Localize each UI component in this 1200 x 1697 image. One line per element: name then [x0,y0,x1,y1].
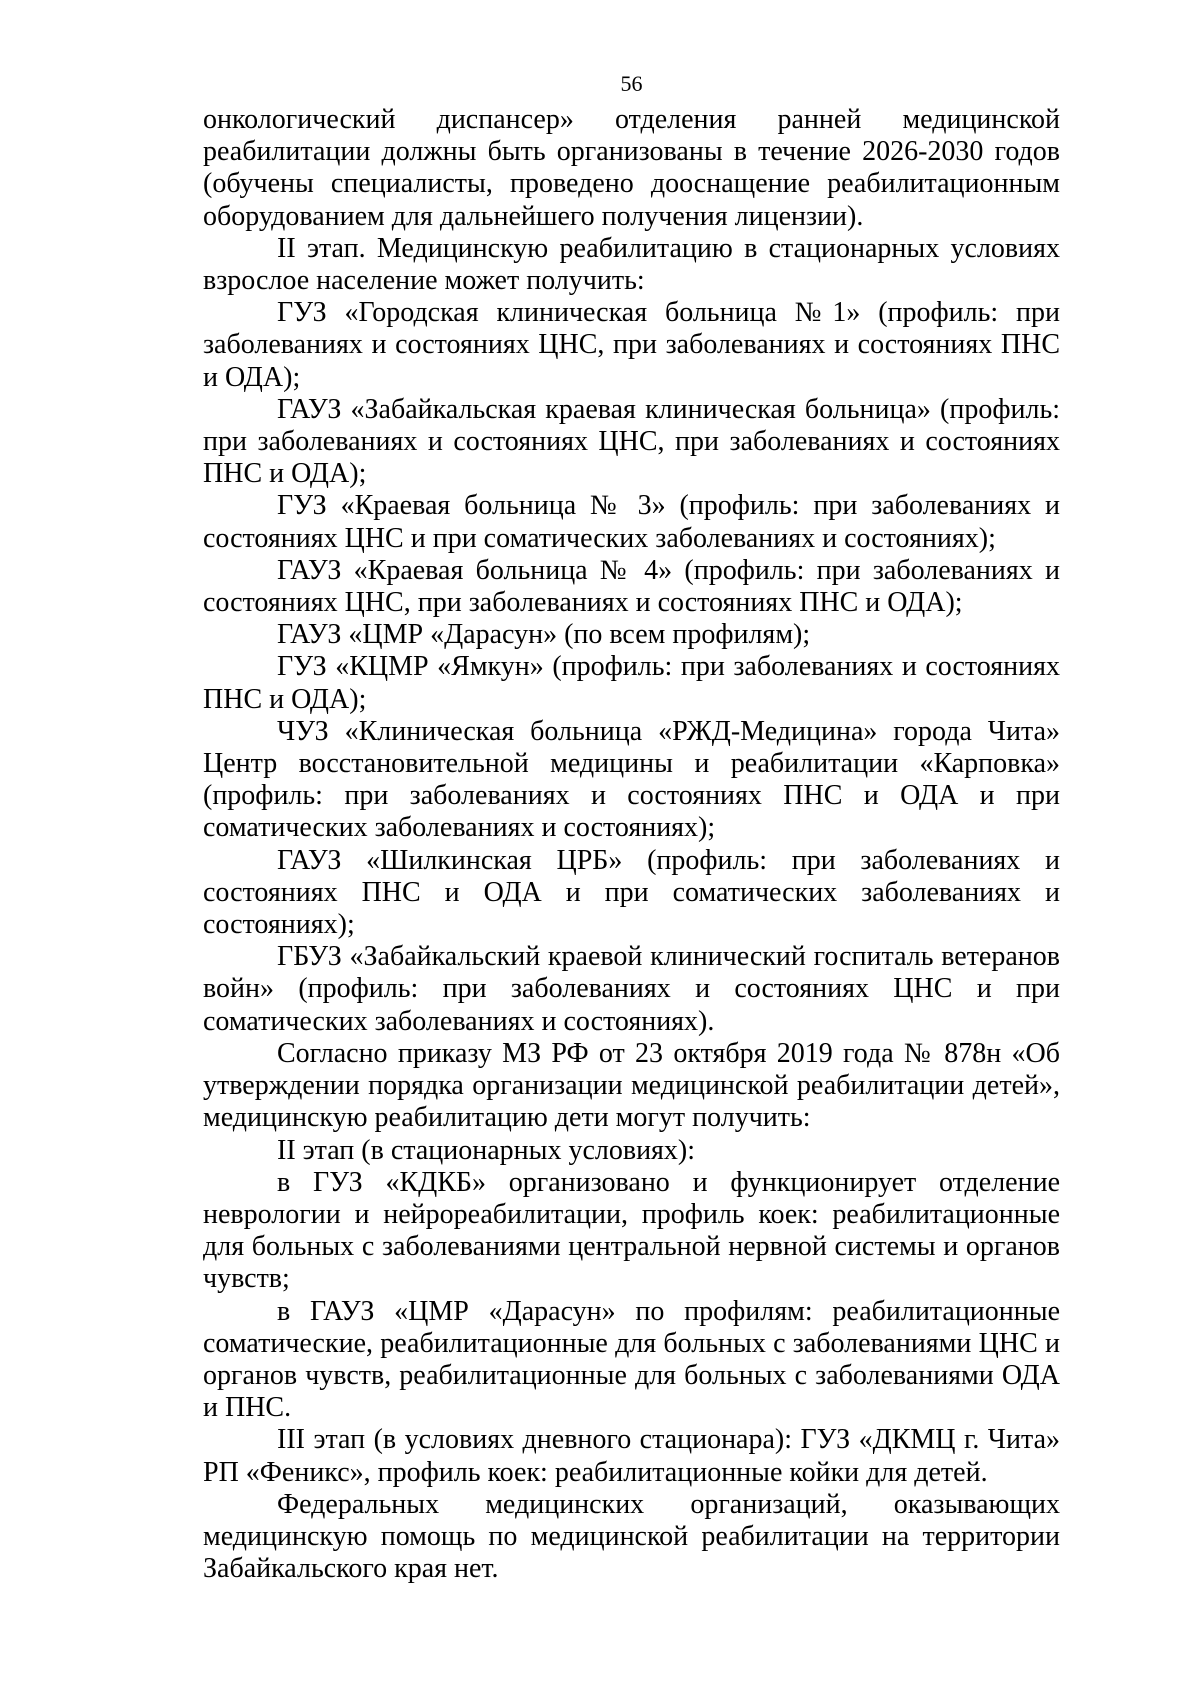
paragraph: II этап (в стационарных условиях): [277,1134,696,1166]
paragraph: Федеральных медицинских организаций, оказывающих медицинскую помощь по медицинской реабилитации на территории Забайкальского края нет. [203,1488,1060,1585]
paragraph: ГУЗ «Краевая больница № 3» (профиль: при заболеваниях и состояниях ЦНС и при соматических заболеваниях и состояниях); [203,490,1060,554]
paragraph: ЧУЗ «Клиническая больница «РЖД-Медицина» города Чита» Центр восстановительной медицины и реабилитации «Карповка» (профиль: при заболеваниях и состояниях ПНС и ОДА и при соматических заболеваниях и состояниях); [203,715,1060,844]
paragraph: ГАУЗ «Шилкинская ЦРБ» (профиль: при заболеваниях и состояниях ПНС и ОДА и при соматических заболеваниях и состояниях); [203,844,1060,941]
paragraph: ГУЗ «КЦМР «Ямкун» (профиль: при заболеваниях и состояниях ПНС и ОДА); [203,651,1060,715]
paragraph: ГУЗ «Городская клиническая больница №1» (профиль: при заболеваниях и состояниях ЦНС, при заболеваниях и состояниях ПНС и ОДА); [203,297,1060,393]
document-body [203,104,1060,1585]
paragraph: в ГАУЗ «ЦМР «Дарасун» по профилям: реабилитационные соматические, реабилитационные для больных с заболеваниями ЦНС и органов чувств, реабилитационные для больных с заболеваниями ОДА и ПНС. [203,1295,1060,1424]
paragraph: в ГУЗ «КДКБ» организовано и функционирует отделение неврологии и нейрореабилитации, профиль коек: реабилитационные для больных с заболеваниями центральной нервной системы и органов чувств; [203,1166,1060,1295]
paragraph: ГБУЗ «Забайкальский краевой клинический госпиталь ветеранов войн» (профиль: при заболеваниях и состояниях ЦНС и при соматических заболеваниях и состояниях). [203,941,1060,1037]
paragraph: ГАУЗ «ЦМР «Дарасун» (по всем профилям); [277,619,811,651]
paragraph: II этап. Медицинскую реабилитацию в стационарных условиях взрослое население может получить: [203,232,1060,297]
paragraph: онкологический диспансер» отделения ранней медицинской реабилитации должны быть организованы в течение 2026-2030 годов (обучены специалисты, проведено дооснащение реабилитационным оборудованием для дальнейшего получения лицензии). [203,104,1060,232]
paragraph: Согласно приказу МЗ РФ от 23 октября 2019 года № 878н «Об утверждении порядка организации медицинской реабилитации детей», медицинскую реабилитацию дети могут получить: [203,1037,1060,1134]
page-number: 56 [620,71,643,96]
paragraph: ГАУЗ «Краевая больница № 4» (профиль: при заболеваниях и состояниях ЦНС, при заболеваниях и состояниях ПНС и ОДА); [203,554,1060,619]
paragraph: III этап (в условиях дневного стационара): ГУЗ «ДКМЦ г. Чита» РП «Феникс», профиль коек: реабилитационные койки для детей. [203,1424,1060,1488]
paragraph: ГАУЗ «Забайкальская краевая клиническая больница» (профиль: при заболеваниях и состояниях ЦНС, при заболеваниях и состояниях ПНС и ОДА); [203,393,1060,490]
